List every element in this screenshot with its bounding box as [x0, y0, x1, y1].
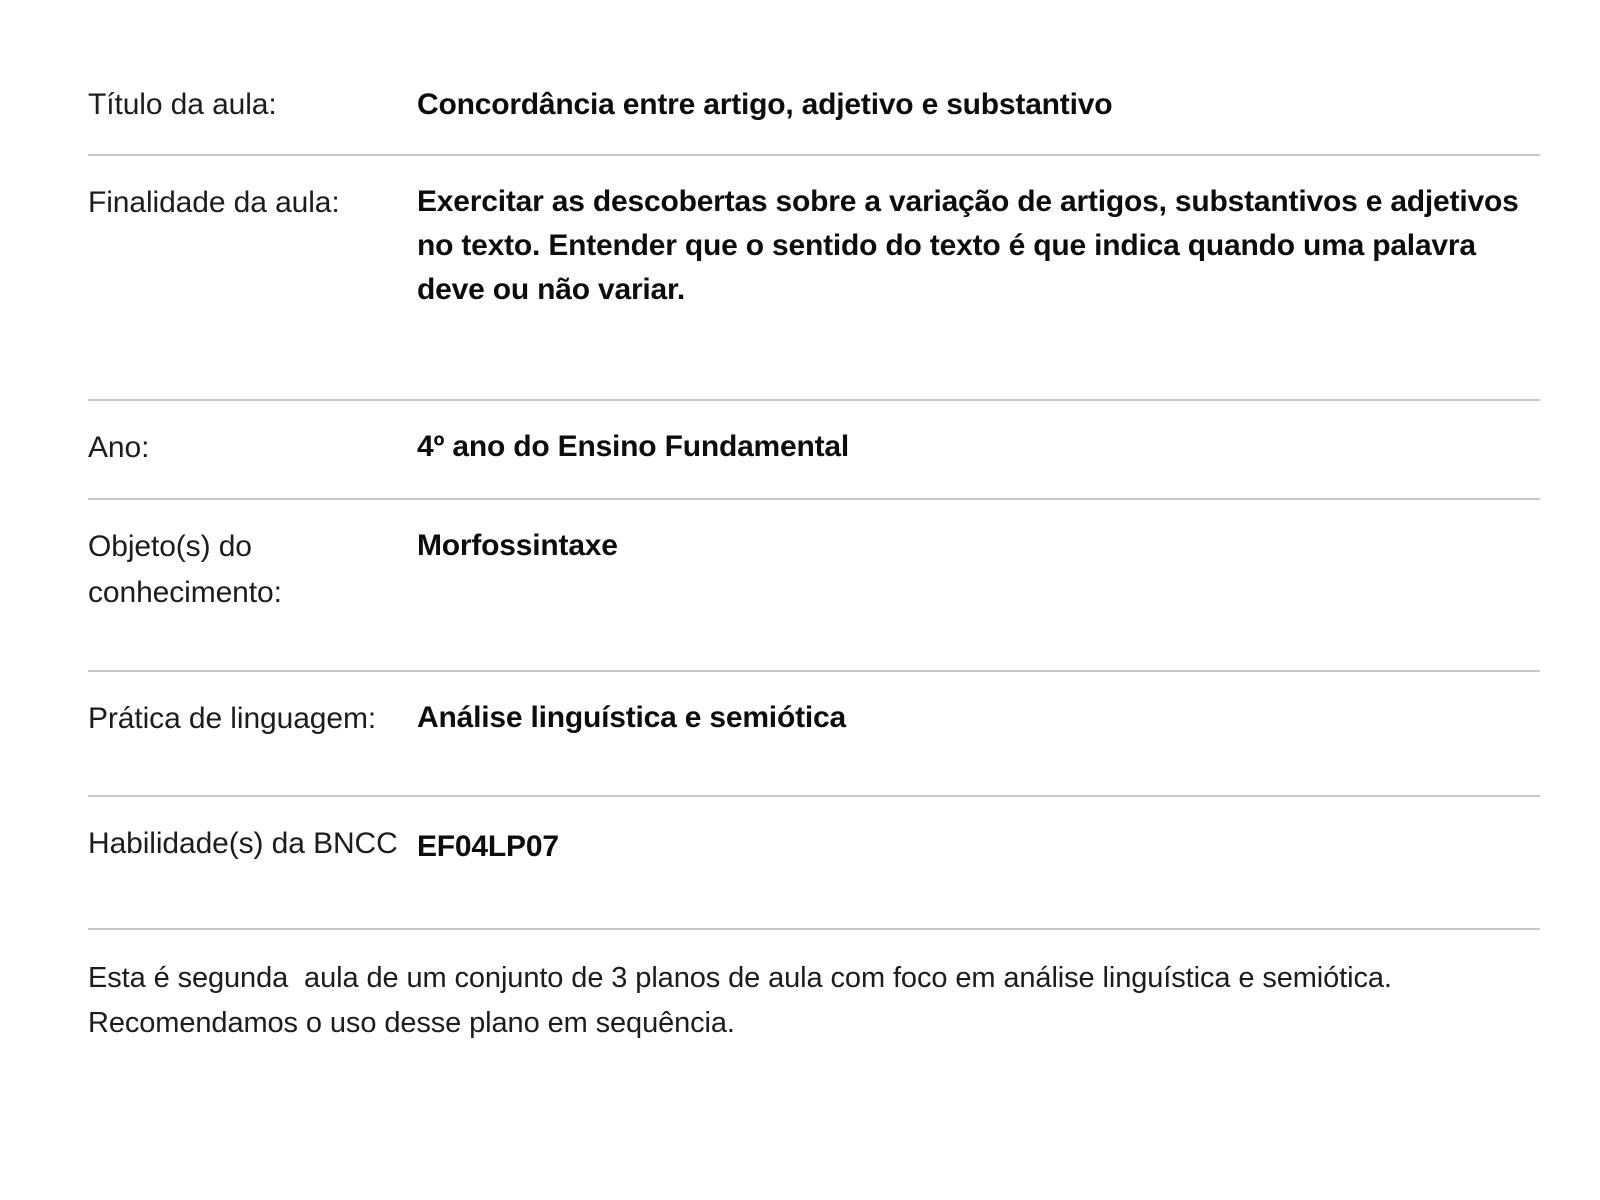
table-row-ano	[88, 399, 1540, 499]
row-value-titulo-da-aula: Concordância entre artigo, adjetivo e substantivo	[417, 88, 1113, 121]
row-value-pratica-de-linguagem: Análise linguística e semiótica	[417, 700, 846, 734]
row-label-ano: Ano:	[88, 430, 150, 464]
row-label-finalidade-da-aula: Finalidade da aula:	[88, 185, 340, 219]
table-row-habilidade-da-bncc	[88, 795, 1540, 927]
lesson-metadata-table	[88, 58, 1540, 1046]
table-row-pratica-de-linguagem	[88, 670, 1540, 796]
table-row-objeto-do-conhecimento	[88, 498, 1540, 669]
row-value-ano: 4º ano do Ensino Fundamental	[417, 429, 850, 463]
row-label-pratica-de-linguagem: Prática de linguagem:	[88, 701, 377, 735]
row-label-objeto-do-conhecimento: Objeto(s) do conhecimento:	[88, 530, 282, 609]
row-value-habilidade-da-bncc: EF04LP07	[417, 830, 559, 864]
row-value-objeto-do-conhecimento: Morfossintaxe	[417, 529, 618, 563]
row-value-finalidade-da-aula: Exercitar as descobertas sobre a variação de artigos, substantivos e adjetivos no texto. Entender que o sentido do texto é que indica quando uma palavra deve ou não variar.	[417, 184, 1519, 307]
table-row-finalidade-da-aula	[88, 154, 1540, 399]
row-label-habilidade-da-bncc: Habilidade(s) da BNCC	[88, 827, 398, 861]
row-label-titulo-da-aula: Título da aula:	[88, 88, 277, 121]
table-row-titulo-da-aula	[88, 58, 1540, 154]
footnote-section	[88, 928, 1540, 1046]
footnote-text: Esta é segunda aula de um conjunto de 3 planos de aula com foco em análise linguística e semiótica. Recomendamos o uso desse plano em sequência.	[88, 961, 1400, 1039]
